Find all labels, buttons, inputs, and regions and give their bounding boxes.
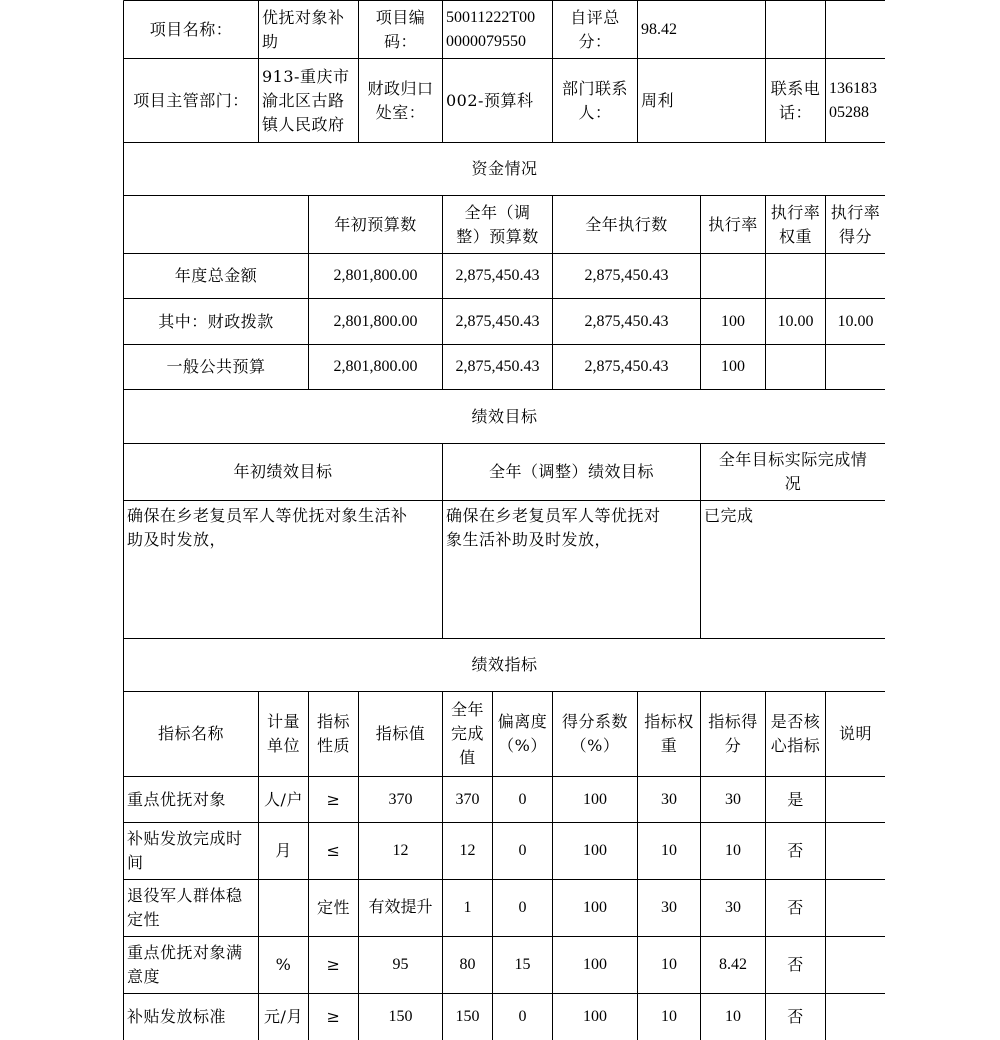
funds-cell — [766, 254, 825, 298]
indicator-header-3: 指标值 — [375, 724, 426, 743]
indicator-actual: 12 — [459, 842, 476, 859]
funds-cell: 100 — [721, 358, 745, 375]
funds-cell: 2,875,450.43 — [455, 358, 540, 375]
funds-row-label: 一般公共预算 — [166, 357, 266, 376]
indicator-unit: 月 — [275, 841, 292, 860]
funds-cell: 10.00 — [837, 312, 874, 330]
project-code-value: 50011222T00 0000079550 — [446, 8, 536, 50]
self-score-label: 自评总 分： — [570, 7, 620, 51]
goals-header-adjusted: 全年（调整）绩效目标 — [488, 462, 654, 481]
indicator-header-0: 指标名称 — [157, 724, 224, 743]
funds-cell: 2,801,800.00 — [333, 267, 418, 284]
indicator-unit: % — [275, 955, 292, 974]
funds-cell: 100 — [721, 312, 745, 330]
contact-label: 部门联系 人： — [561, 78, 628, 122]
indicator-note — [826, 823, 885, 879]
funds-row-label: 年度总金额 — [174, 266, 258, 285]
indicator-coef: 100 — [583, 790, 607, 808]
indicator-weight: 10 — [661, 842, 677, 859]
funds-header-1: 全年（调 整）预算数 — [456, 202, 539, 246]
funds-cell: 2,875,450.43 — [584, 312, 669, 330]
project-name-value: 优抚对象补 助 — [262, 7, 345, 51]
indicator-nature: ≥ — [326, 955, 341, 974]
indicator-header-1: 计量 单位 — [266, 712, 300, 755]
indicator-target: 12 — [392, 842, 409, 859]
indicator-weight: 10 — [661, 1008, 677, 1025]
indicator-score: 10 — [725, 1008, 741, 1025]
indicator-unit — [259, 880, 308, 936]
goals-header-initial: 年初绩效目标 — [233, 462, 333, 481]
indicator-deviation: 15 — [514, 956, 531, 973]
funds-cell: 2,875,450.43 — [584, 267, 669, 284]
indicator-target: 150 — [388, 1008, 413, 1025]
indicator-weight: 30 — [661, 790, 677, 808]
funds-cell — [826, 345, 885, 389]
funds-section-title: 资金情况 — [471, 159, 538, 178]
indicator-nature: ≤ — [326, 841, 341, 860]
indicator-core: 否 — [787, 841, 804, 860]
funds-cell: 2,801,800.00 — [333, 312, 418, 330]
indicator-target: 有效提升 — [368, 899, 433, 916]
indicator-note — [826, 777, 885, 822]
phone-label: 联系电 话： — [770, 78, 821, 122]
funds-header-3: 执行率 — [708, 214, 758, 234]
indicator-header-2: 指标 性质 — [316, 712, 350, 755]
indicator-core: 否 — [787, 955, 804, 974]
indicator-target: 95 — [392, 956, 409, 973]
indicator-coef: 100 — [583, 842, 607, 859]
funds-cell: 2,875,450.43 — [455, 267, 540, 284]
indicator-header-10: 说明 — [838, 724, 872, 743]
indicator-coef: 100 — [583, 899, 607, 916]
indicator-deviation: 0 — [518, 842, 527, 859]
indicator-unit: 元/月 — [264, 1007, 303, 1026]
funds-header-5: 执行率 得分 — [830, 202, 881, 246]
funds-header-2: 全年执行数 — [585, 214, 668, 234]
goal-actual-text: 已完成 — [704, 506, 754, 525]
project-blank-2 — [826, 1, 885, 58]
indicator-actual: 150 — [455, 1008, 480, 1025]
funds-cell — [826, 254, 885, 298]
indicator-deviation: 0 — [518, 899, 527, 916]
funds-cell: 2,875,450.43 — [455, 312, 540, 330]
funds-row-label: 其中：财政拨款 — [158, 311, 274, 331]
funds-header-0: 年初预算数 — [334, 214, 417, 234]
indicator-actual: 370 — [455, 790, 480, 808]
funds-header-blank — [124, 196, 308, 253]
funds-header-4: 执行率 权重 — [770, 202, 821, 246]
indicator-core: 否 — [787, 898, 804, 917]
indicator-score: 10 — [725, 842, 741, 859]
indicator-target: 370 — [388, 790, 413, 808]
indicator-score: 8.42 — [719, 956, 747, 973]
goals-header-actual: 全年目标实际完成情 况 — [718, 450, 868, 493]
funds-cell: 10.00 — [777, 312, 814, 330]
goals-section-title: 绩效目标 — [471, 406, 538, 426]
indicator-nature: 定性 — [316, 898, 350, 917]
indicator-nature: ≥ — [326, 789, 341, 809]
indicator-deviation: 0 — [518, 1008, 527, 1025]
funds-cell — [701, 254, 765, 298]
indicator-name: 补贴发放完成时 间 — [127, 829, 243, 872]
funds-cell: 2,801,800.00 — [333, 358, 418, 375]
indicator-header-9: 是否核 心指标 — [770, 712, 821, 755]
funds-cell: 2,875,450.43 — [584, 358, 669, 375]
indicator-actual: 80 — [459, 956, 476, 973]
indicator-note — [826, 880, 885, 936]
indicator-score: 30 — [725, 790, 741, 808]
indicators-section-title: 绩效指标 — [471, 655, 538, 674]
indicator-nature: ≥ — [326, 1007, 341, 1026]
finance-office-value: 002-预算科 — [446, 90, 534, 110]
indicator-note — [826, 937, 885, 993]
indicator-core: 是 — [787, 789, 804, 809]
phone-value: 136183 05288 — [829, 79, 877, 121]
project-code-label: 项目编 码： — [375, 7, 426, 51]
funds-cell — [766, 345, 825, 389]
indicator-name: 重点优抚对象满 意度 — [127, 943, 243, 986]
indicator-weight: 10 — [661, 956, 677, 973]
indicator-score: 30 — [725, 899, 741, 916]
project-blank-1 — [766, 1, 825, 58]
indicator-header-5: 偏离度 （%） — [497, 712, 548, 755]
indicator-name: 重点优抚对象 — [127, 789, 227, 809]
department-value: 913-重庆市 渝北区古路 镇人民政府 — [262, 66, 350, 134]
indicator-header-7: 指标权 重 — [644, 712, 694, 755]
performance-evaluation-table — [123, 0, 885, 1040]
indicator-name: 退役军人群体稳 定性 — [127, 886, 243, 929]
indicator-coef: 100 — [583, 1008, 607, 1025]
goal-initial-text: 确保在乡老复员军人等优抚对象生活补 助及时发放， — [127, 506, 408, 549]
self-score-value: 98.42 — [641, 20, 677, 38]
contact-value: 周利 — [641, 90, 675, 110]
indicator-weight: 30 — [661, 899, 677, 916]
indicator-actual: 1 — [463, 899, 472, 916]
indicator-name: 补贴发放标准 — [127, 1007, 227, 1026]
indicator-header-4: 全年 完成 值 — [450, 700, 484, 767]
indicator-coef: 100 — [583, 956, 607, 973]
finance-office-label: 财政归口 处室： — [367, 78, 434, 122]
indicator-header-6: 得分系数 （%） — [561, 712, 628, 755]
goal-adjusted-text: 确保在乡老复员军人等优抚对 象生活补助及时发放， — [446, 506, 661, 549]
project-name-label: 项目名称： — [149, 19, 233, 39]
indicator-unit: 人/户 — [264, 789, 303, 809]
indicator-header-8: 指标得 分 — [708, 712, 758, 755]
department-label: 项目主管部门： — [133, 90, 249, 110]
indicator-core: 否 — [787, 1007, 804, 1026]
indicator-note — [826, 994, 885, 1040]
indicator-deviation: 0 — [518, 790, 527, 808]
